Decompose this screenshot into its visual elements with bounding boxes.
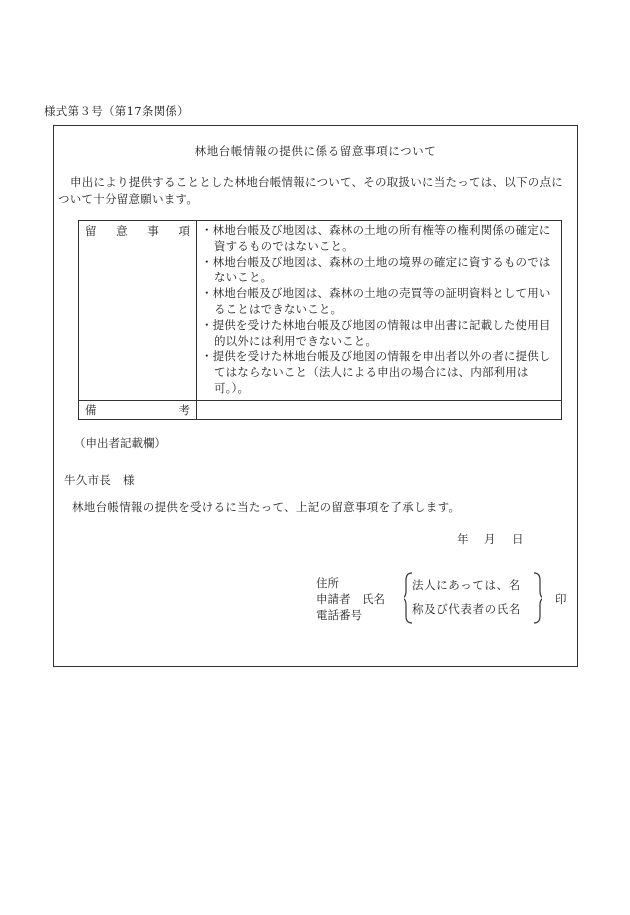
form-label: 様式第３号（第17条関係） <box>44 104 190 118</box>
applicant-name-label: 申請者 氏名 <box>316 592 385 606</box>
note-item: ・林地台帳及び地図は、森林の土地の所有権等の権利関係の確定に資するものではないこと。 <box>201 223 551 253</box>
applicant-labels <box>316 575 385 623</box>
corporate-note-line2: 称及び代表者の氏名 <box>412 602 521 616</box>
phone-label: 電話番号 <box>316 608 362 622</box>
notes-header-char: 意 <box>116 224 128 238</box>
notice-frame <box>53 125 578 667</box>
note-item: ・提供を受けた林地台帳及び地図の情報は申出書に記載した使用目的以外には利用できないこと。 <box>201 317 551 348</box>
note-item: ・提供を受けた林地台帳及び地図の情報を申出者以外の者に提供してはならないこと（法人による申出の場合には、内部利用は可。）。 <box>201 349 551 395</box>
applicant-section-label: （申出者記載欄） <box>74 436 166 450</box>
notes-header-char: 留 <box>85 224 97 238</box>
notes-table <box>78 220 562 420</box>
remarks-header-char: 考 <box>178 402 190 417</box>
address-label: 住所 <box>316 576 339 590</box>
document-title: 林地台帳情報の提供に係る留意事項について <box>194 144 437 158</box>
consent-statement: 林地台帳情報の提供を受けるに当たって、上記の留意事項を了承します。 <box>72 500 461 514</box>
corporate-note-line1: 法人にあっては、名 <box>412 578 521 592</box>
note-item: ・林地台帳及び地図は、森林の土地の境界の確定に資するものではないこと。 <box>201 254 551 285</box>
remarks-value-cell[interactable] <box>197 400 562 419</box>
seal-label: 印 <box>555 592 567 606</box>
notes-row <box>79 221 562 401</box>
notes-header-char: 項 <box>178 224 190 238</box>
notes-header <box>85 223 190 239</box>
corporate-name-bracket <box>404 572 542 624</box>
date-month-label: 月 <box>484 532 496 546</box>
date-day-label: 日 <box>512 532 524 546</box>
note-item: ・林地台帳及び地図は、森林の土地の売買等の証明資料として用いることはできないこと。 <box>201 286 551 316</box>
notes-items-cell <box>197 221 562 401</box>
addressee: 牛久市長 様 <box>64 473 135 487</box>
remarks-header-char: 備 <box>85 402 97 417</box>
intro-paragraph: 申出により提供することとした林地台帳情報について、その取扱いに当たっては、以下の点について十分留意願います。 <box>58 175 564 206</box>
notes-header-char: 事 <box>147 224 159 238</box>
date-line <box>457 531 524 547</box>
remarks-row <box>79 400 562 419</box>
notes-header-cell <box>79 221 197 401</box>
date-year-label: 年 <box>457 532 469 546</box>
remarks-header <box>85 402 190 418</box>
remarks-header-cell <box>79 400 197 419</box>
